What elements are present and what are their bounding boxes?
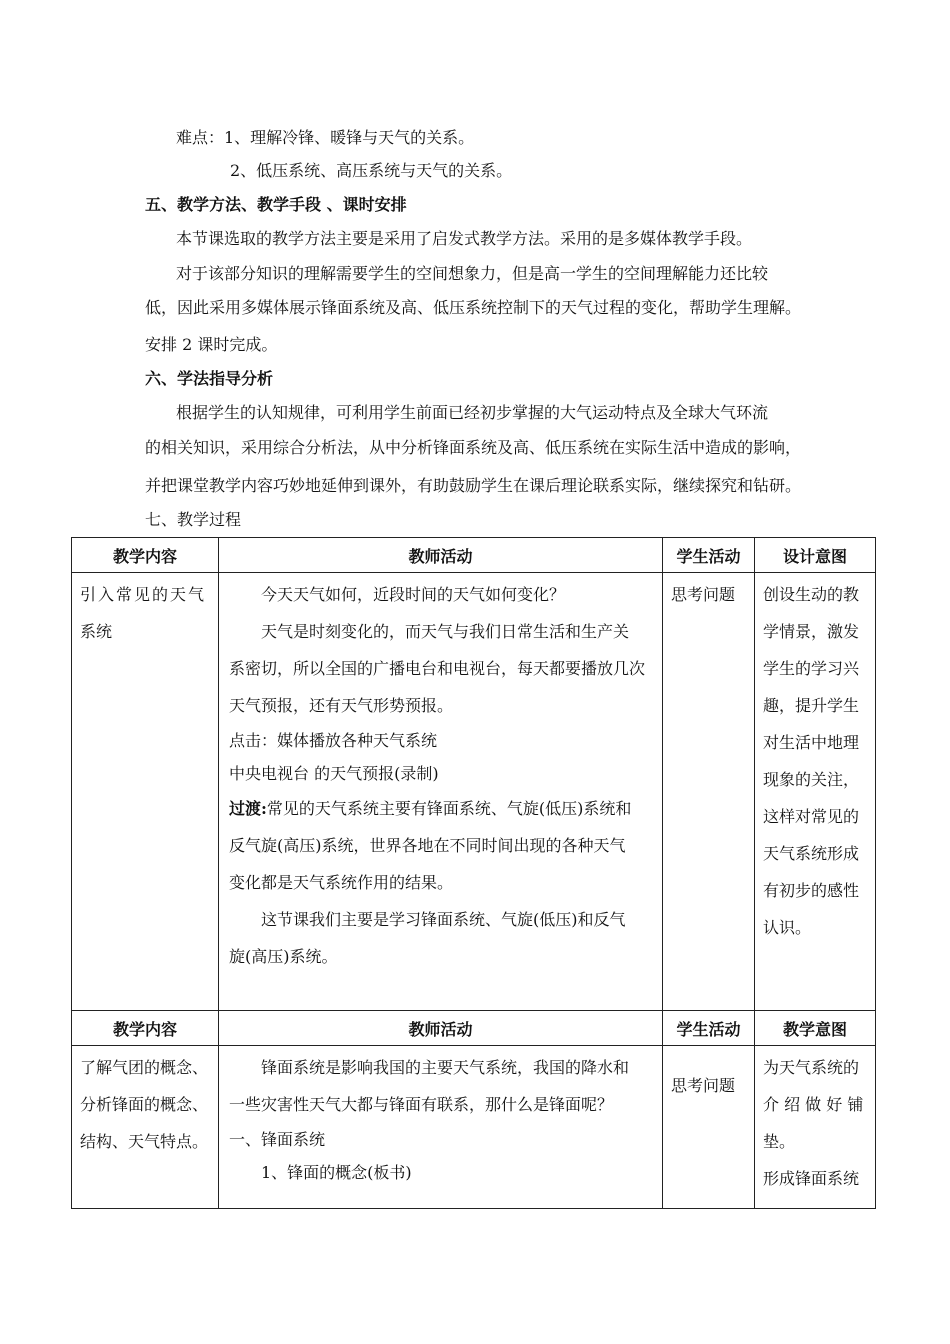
row2-intent-line: 形成锋面系统: [763, 1169, 860, 1188]
row1-intent-cell: [755, 573, 876, 1011]
row2-intent-line: 垫。: [763, 1132, 796, 1151]
row2-content-line: 结构、天气特点。: [80, 1132, 209, 1151]
section-6-heading: 六、学法指导分析: [145, 369, 274, 388]
row1-student-activity: 思考问题: [671, 585, 736, 604]
row2-teacher-line: 1、锋面的概念(板书): [261, 1163, 412, 1182]
row2-intent-line: 介 绍 做 好 铺: [763, 1095, 864, 1114]
row1-intent-line: 趣，提升学生: [763, 696, 860, 715]
row1-teacher-line: 点击：媒体播放各种天气系统: [229, 731, 438, 750]
transition-label: 过渡:: [229, 799, 267, 818]
header-teacher-activity: 教师活动: [219, 1011, 663, 1046]
row1-intent-line: 学情景，激发: [763, 622, 860, 641]
lesson-process-table: [71, 537, 876, 1209]
section-5-heading: 五、教学方法、教学手段 、课时安排: [145, 195, 407, 214]
row1-content-line: 引入常见的天气: [80, 585, 207, 604]
header-teacher-activity: 教师活动: [219, 538, 663, 573]
section-5-paragraph-2-line-1: 对于该部分知识的理解需要学生的空间想象力，但是高一学生的空间理解能力还比较: [176, 264, 769, 283]
section-6-line-1: 根据学生的认知规律，可利用学生前面已经初步掌握的大气运动特点及全球大气环流: [176, 403, 769, 422]
table-row: [72, 1046, 876, 1209]
header-content: 教学内容: [72, 538, 219, 573]
header-student-activity: 学生活动: [663, 1011, 755, 1046]
row1-teacher-line: 中央电视台 的天气预报(录制): [229, 764, 439, 783]
row1-teacher-line: 天气预报，还有天气形势预报。: [229, 696, 454, 715]
table-header-row: [72, 538, 876, 573]
row1-teacher-line: 这节课我们主要是学习锋面系统、气旋(低压)和反气: [261, 910, 626, 929]
row2-content-line: 分析锋面的概念、: [80, 1095, 209, 1114]
row1-teacher-line: 系密切，所以全国的广播电台和电视台，每天都要播放几次: [229, 659, 646, 678]
header-content: 教学内容: [72, 1011, 219, 1046]
section-6-line-3: 并把课堂教学内容巧妙地延伸到课外，有助鼓励学生在课后理论联系实际，继续探究和钻研。: [145, 476, 802, 495]
row1-intent-line: 学生的学习兴: [763, 659, 860, 678]
row2-intent-line: 为天气系统的: [763, 1058, 860, 1077]
section-7-heading: 七、教学过程: [145, 510, 242, 529]
header-teaching-intent: 教学意图: [755, 1011, 876, 1046]
section-6-line-2: 的相关知识，采用综合分析法，从中分析锋面系统及高、低压系统在实际生活中造成的影响，: [145, 438, 802, 457]
row1-intent-line: 这样对常见的: [763, 807, 860, 826]
row2-teacher-line: 一、锋面系统: [229, 1130, 326, 1149]
section-5-paragraph-2-line-2: 低，因此采用多媒体展示锋面系统及高、低压系统控制下的天气过程的变化，帮助学生理解。: [145, 298, 802, 317]
row1-teacher-line: 变化都是天气系统作用的结果。: [229, 873, 454, 892]
row1-teacher-transition-line: [229, 790, 656, 827]
difficulty-line-1: 难点：1、理解冷锋、暖锋与天气的关系。: [176, 128, 475, 147]
row2-student-activity: 思考问题: [671, 1076, 736, 1095]
row2-teacher-line: 一些灾害性天气大都与锋面有联系，那什么是锋面呢？: [229, 1095, 614, 1114]
row2-content-line: 了解气团的概念、: [80, 1058, 209, 1077]
difficulty-line-2: 2、低压系统、高压系统与天气的关系。: [230, 161, 513, 180]
row1-student-cell: [663, 573, 755, 1011]
row1-content-line: 系统: [80, 622, 113, 641]
row1-intent-line: 有初步的感性: [763, 881, 860, 900]
row2-teacher-cell: [219, 1046, 663, 1209]
row2-student-cell: [663, 1046, 755, 1209]
row1-teacher-line: 反气旋(高压)系统，世界各地在不同时间出现的各种天气: [229, 836, 626, 855]
section-5-paragraph-3: 安排 2 课时完成。: [145, 335, 278, 354]
row2-teacher-line: 锋面系统是影响我国的主要天气系统，我国的降水和: [261, 1058, 630, 1077]
header-student-activity: 学生活动: [663, 538, 755, 573]
row1-teacher-cell: [219, 573, 663, 1011]
table-row: [72, 573, 876, 1011]
row1-teacher-line: 天气是时刻变化的，而天气与我们日常生活和生产关: [261, 622, 630, 641]
row1-intent-line: 现象的关注，: [763, 770, 860, 789]
section-5-paragraph-1: 本节课选取的教学方法主要是采用了启发式教学方法。采用的是多媒体教学手段。: [176, 229, 753, 248]
row1-intent-line: 创设生动的教: [763, 585, 860, 604]
row2-intent-cell: [755, 1046, 876, 1209]
row1-teacher-line: 旋(高压)系统。: [229, 947, 338, 966]
header-design-intent: 设计意图: [755, 538, 876, 573]
row2-content-cell: [72, 1046, 219, 1209]
row1-intent-line: 天气系统形成: [763, 844, 860, 863]
row1-content-cell: [72, 573, 219, 1011]
row1-intent-line: 对生活中地理: [763, 733, 860, 752]
transition-text: 常见的天气系统主要有锋面系统、气旋(低压)系统和: [266, 799, 632, 818]
table-header-row: [72, 1011, 876, 1046]
row1-teacher-line: 今天天气如何，近段时间的天气如何变化？: [261, 585, 566, 604]
row1-intent-line: 认识。: [763, 918, 812, 937]
